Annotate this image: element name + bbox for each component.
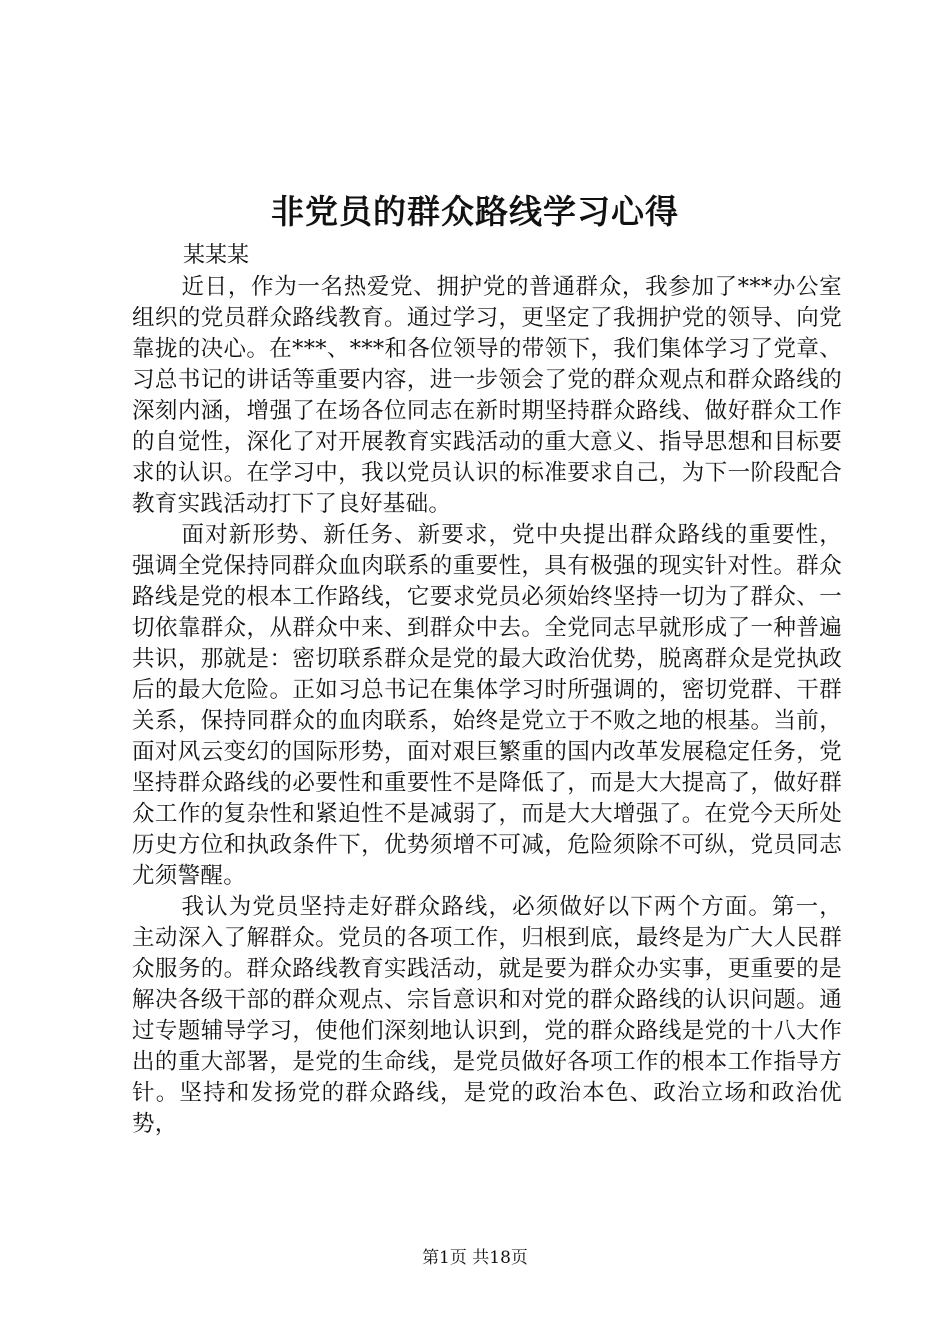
document-body bbox=[132, 272, 842, 1140]
paragraph-3: 我认为党员坚持走好群众路线，必须做好以下两个方面。第一，主动深入了解群众。党员的各项工作，归根到底，最终是为广大人民群众服务的。群众路线教育实践活动，就是要为群众办实事，更重要的是解决各级干部的群众观点、宗旨意识和对党的群众路线的认识问题。通过专题辅导学习，使他们深刻地认识到，党的群众路线是党的十八大作出的重大部署，是党的生命线，是党员做好各项工作的根本工作指导方针。坚持和发扬党的群众路线，是党的政治本色、政治立场和政治优势， bbox=[132, 894, 842, 1137]
page-footer: 第1页 共18页 bbox=[422, 1248, 528, 1268]
document-title: 非党员的群众路线学习心得 bbox=[271, 192, 679, 231]
paragraph-1: 近日，作为一名热爱党、拥护党的普通群众，我参加了***办公室组织的党员群众路线教育。通过学习，更坚定了我拥护党的领导、向党靠拢的决心。在***、***和各位领导的带领下，我们集体学习了党章、习总书记的讲话等重要内容，进一步领会了党的群众观点和群众路线的深刻内涵，增强了在场各位同志在新时期坚持群众路线、做好群众工作的自觉性，深化了对开展教育实践活动的重大意义、指导思想和目标要求的认识。在学习中，我以党员认识的标准要求自己，为下一阶段配合教育实践活动打下了良好基础。 bbox=[132, 274, 842, 517]
document-author: 某某某 bbox=[183, 243, 250, 268]
paragraph-2: 面对新形势、新任务、新要求，党中央提出群众路线的重要性，强调全党保持同群众血肉联系的重要性，具有极强的现实针对性。群众路线是党的根本工作路线，它要求党员必须始终坚持一切为了群众、一切依靠群众，从群众中来、到群众中去。全党同志早就形成了一种普遍共识，那就是：密切联系群众是党的最大政治优势，脱离群众是党执政后的最大危险。正如习总书记在集体学习时所强调的，密切党群、干群关系，保持同群众的血肉联系，始终是党立于不败之地的根基。当前，面对风云变幻的国际形势，面对艰巨繁重的国内改革发展稳定任务，党坚持群众路线的必要性和重要性不是降低了，而是大大提高了，做好群众工作的复杂性和紧迫性不是减弱了，而是大大增强了。在党今天所处历史方位和执政条件下，优势须增不可减，危险须除不可纵，党员同志尤须警醒。 bbox=[132, 522, 842, 889]
